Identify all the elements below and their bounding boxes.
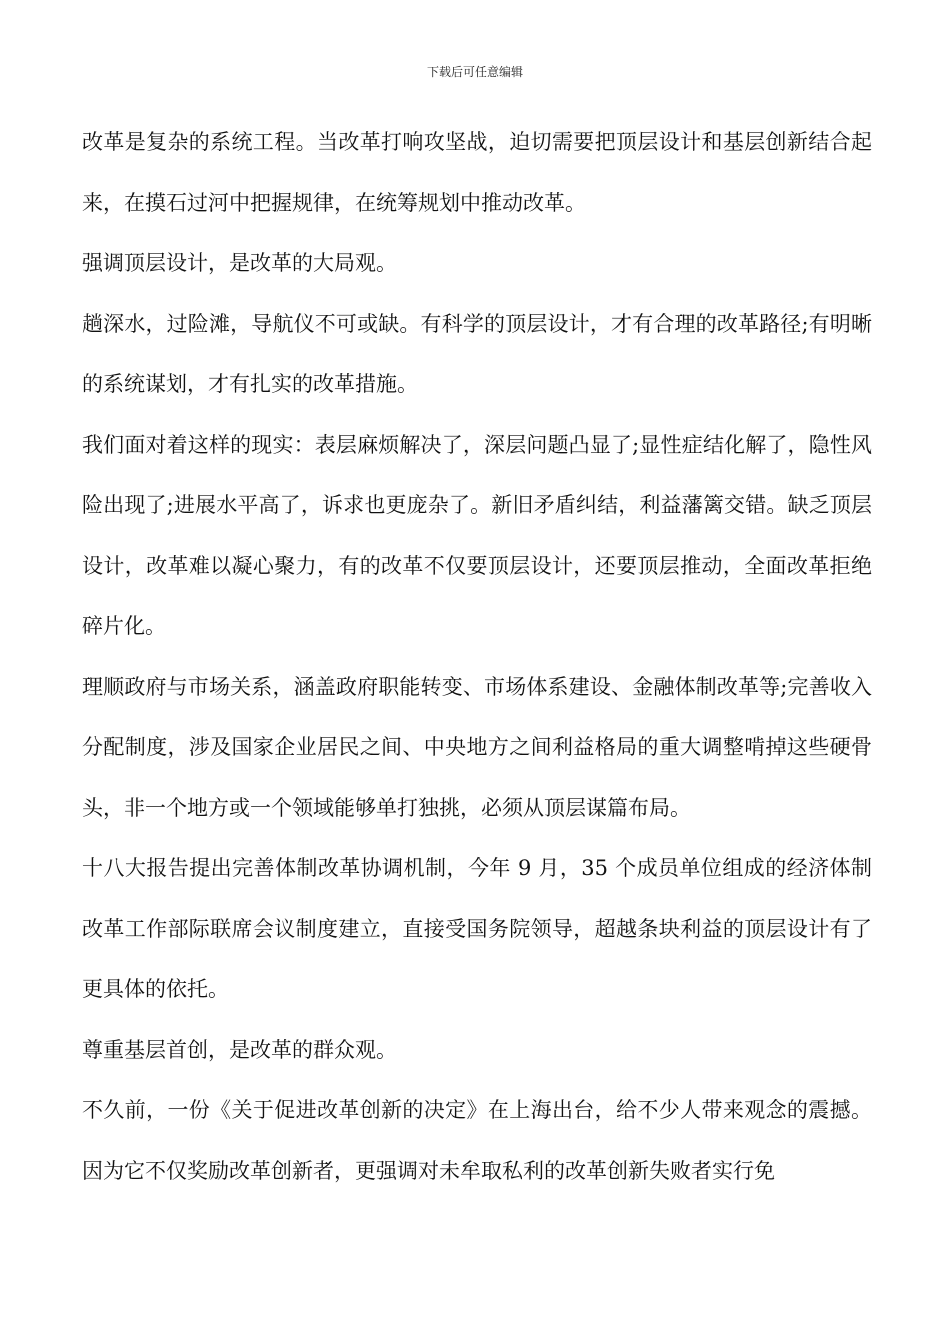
- paragraph-5: 理顺政府与市场关系，涵盖政府职能转变、市场体系建设、金融体制改革等;完善收入分配制度，涉及国家企业居民之间、中央地方之间利益格局的重大调整啃掉这些硬骨头，非一个地方或一个领域能够单打独挑，必须从顶层谋篇布局。: [82, 674, 872, 820]
- document-body: [82, 112, 872, 1201]
- paragraph-6: 十八大报告提出完善体制改革协调机制，今年 9 月，35 个成员单位组成的经济体制改革工作部际联席会议制度建立，直接受国务院领导，超越条块利益的顶层设计有了更具体的依托。: [82, 856, 872, 1001]
- paragraph-3: 趟深水，过险滩，导航仪不可或缺。有科学的顶层设计，才有合理的改革路径;有明晰的系统谋划，才有扎实的改革措施。: [82, 311, 872, 396]
- page-header: 下载后可任意编辑: [426, 65, 523, 79]
- paragraph-2: 强调顶层设计，是改革的大局观。: [82, 251, 397, 275]
- paragraph-1: 改革是复杂的系统工程。当改革打响攻坚战，迫切需要把顶层设计和基层创新结合起来，在摸石过河中把握规律，在统筹规划中推动改革。: [82, 130, 872, 215]
- paragraph-8: 不久前，一份《关于促进改革创新的决定》在上海出台，给不少人带来观念的震撼。因为它不仅奖励改革创新者，更强调对未牟取私利的改革创新失败者实行免: [82, 1098, 872, 1183]
- paragraph-4: 我们面对着这样的现实：表层麻烦解决了，深层问题凸显了;显性症结化解了，隐性风险出现了;进展水平高了，诉求也更庞杂了。新旧矛盾纠结，利益藩篱交错。缺乏顶层设计，改革难以凝心聚力，有的改革不仅要顶层设计，还要顶层推动，全面改革拒绝碎片化。: [82, 432, 872, 638]
- paragraph-7: 尊重基层首创，是改革的群众观。: [82, 1037, 397, 1062]
